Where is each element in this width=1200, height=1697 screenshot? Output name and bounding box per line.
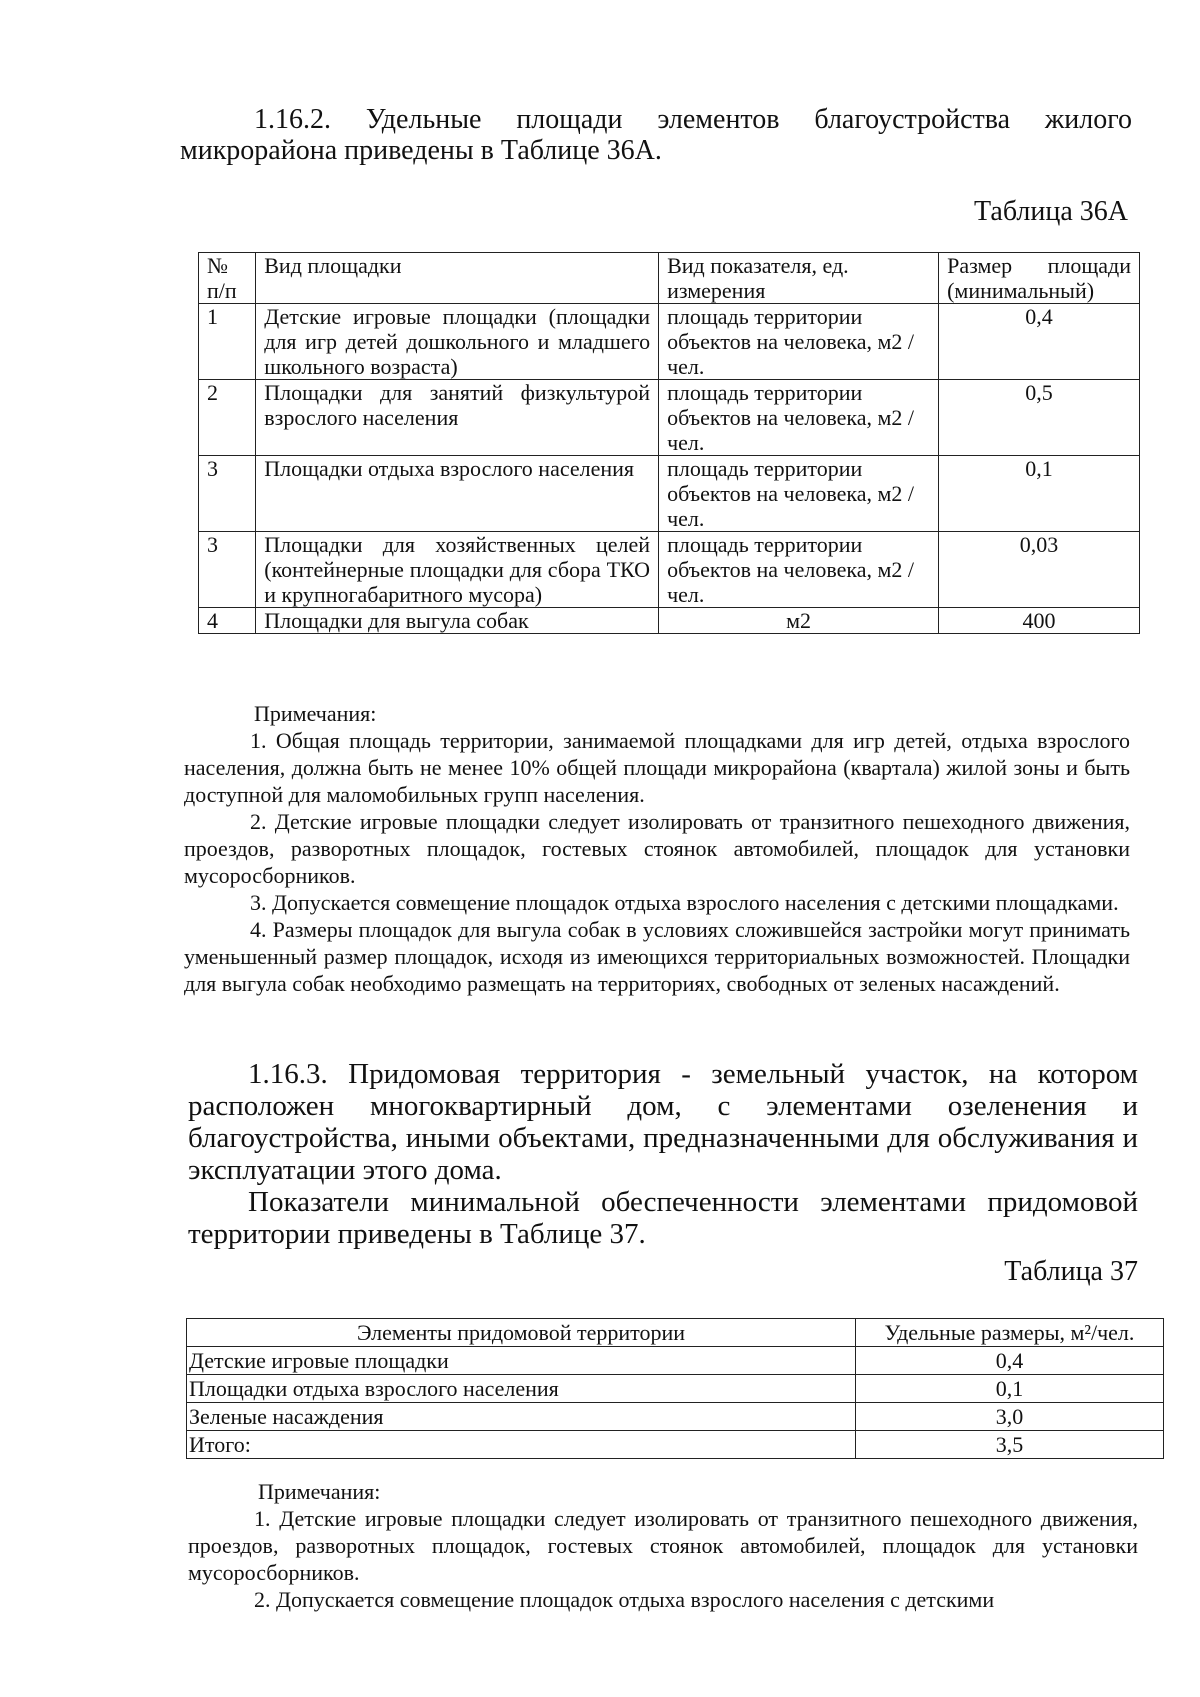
table-row	[187, 1403, 1164, 1431]
cell-size: 0,1	[939, 456, 1140, 532]
cell-type: Площадки для занятий физкультурой взрослого населения	[256, 380, 659, 456]
header-element: Элементы придомовой территории	[187, 1319, 856, 1347]
cell-element: Зеленые насаждения	[187, 1403, 856, 1431]
table-row	[199, 380, 1140, 456]
cell-num: 3	[199, 456, 256, 532]
cell-value: 3,0	[856, 1403, 1164, 1431]
table-37-caption: Таблица 37	[1004, 1256, 1138, 1287]
note-item: 1. Детские игровые площадки следует изолировать от транзитного пешеходного движения, проездов, разворотных площадок, гостевых стоянок автомобилей, площадок для установки мусоросборников.	[188, 1506, 1138, 1585]
table-row	[187, 1375, 1164, 1403]
cell-value: 0,4	[856, 1347, 1164, 1375]
section-1-16-3-indicators-paragraph: Показатели минимальной обеспеченности элементами придомовой территории приведены в Таблице 37.	[188, 1186, 1138, 1250]
table-row	[199, 608, 1140, 634]
header-size: Размер площади (минимальный)	[939, 253, 1140, 304]
cell-element: Детские игровые площадки	[187, 1347, 856, 1375]
notes-title: Примечания:	[254, 701, 377, 726]
table-36a-caption: Таблица 36А	[974, 196, 1128, 227]
header-value: Удельные размеры, м²/чел.	[856, 1319, 1164, 1347]
cell-num: 3	[199, 532, 256, 608]
header-num: № п/п	[199, 253, 256, 304]
section-1-16-2-paragraph: 1.16.2. Удельные площади элементов благоустройства жилого микрорайона приведены в Таблице 36А.	[180, 104, 1132, 166]
cell-type: Площадки для выгула собак	[256, 608, 659, 634]
cell-element: Площадки отдыха взрослого населения	[187, 1375, 856, 1403]
notes-36a	[184, 700, 1130, 997]
cell-size: 0,4	[939, 304, 1140, 380]
header-indicator: Вид показателя, ед. измерения	[659, 253, 939, 304]
cell-indicator: площадь территории объектов на человека, м2 / чел.	[659, 380, 939, 456]
table-row	[199, 456, 1140, 532]
cell-num: 4	[199, 608, 256, 634]
table-row	[187, 1347, 1164, 1375]
header-type: Вид площадки	[256, 253, 659, 304]
note-item: 1. Общая площадь территории, занимаемой площадками для игр детей, отдыха взрослого населения, должна быть не менее 10% общей площади микрорайона (квартала) жилой зоны и быть доступной для маломобильных групп населения.	[184, 728, 1130, 807]
table-row	[187, 1431, 1164, 1459]
cell-indicator: площадь территории объектов на человека, м2 / чел.	[659, 456, 939, 532]
cell-indicator: площадь территории объектов на человека, м2 / чел.	[659, 532, 939, 608]
note-item: 2. Детские игровые площадки следует изолировать от транзитного пешеходного движения, проездов, разворотных площадок, гостевых стоянок автомобилей, площадок для установки мусоросборников.	[184, 809, 1130, 888]
cell-num: 2	[199, 380, 256, 456]
cell-indicator: площадь территории объектов на человека, м2 / чел.	[659, 304, 939, 380]
note-item: 3. Допускается совмещение площадок отдыха взрослого населения с детскими площадками.	[250, 890, 1119, 915]
notes-title: Примечания:	[258, 1479, 381, 1504]
cell-element: Итого:	[187, 1431, 856, 1459]
cell-type: Детские игровые площадки (площадки для игр детей дошкольного и младшего школьного возраста)	[256, 304, 659, 380]
cell-value: 0,1	[856, 1375, 1164, 1403]
table-row	[199, 304, 1140, 380]
cell-type: Площадки для хозяйственных целей (контейнерные площадки для сбора ТКО и крупногабаритного мусора)	[256, 532, 659, 608]
cell-value: 3,5	[856, 1431, 1164, 1459]
cell-num: 1	[199, 304, 256, 380]
cell-indicator: м2	[659, 608, 939, 634]
cell-size: 0,5	[939, 380, 1140, 456]
section-1-16-3-paragraph: 1.16.3. Придомовая территория - земельный участок, на котором расположен многоквартирный дом, с элементами озеленения и благоустройства, иными объектами, предназначенными для обслуживания и эксплуатации этого дома.	[188, 1058, 1138, 1186]
cell-size: 400	[939, 608, 1140, 634]
table-row	[199, 532, 1140, 608]
cell-size: 0,03	[939, 532, 1140, 608]
table-header-row	[199, 253, 1140, 304]
cell-type: Площадки отдыха взрослого населения	[256, 456, 659, 532]
table-37	[186, 1318, 1164, 1459]
notes-37	[188, 1478, 1138, 1613]
table-header-row	[187, 1319, 1164, 1347]
table-36a	[198, 252, 1140, 634]
note-item: 2. Допускается совмещение площадок отдыха взрослого населения с детскими	[254, 1587, 995, 1612]
note-item: 4. Размеры площадок для выгула собак в условиях сложившейся застройки могут принимать уменьшенный размер площадок, исходя из имеющихся территориальных возможностей. Площадки для выгула собак необходимо размещать на территориях, свободных от зеленых насаждений.	[184, 917, 1130, 996]
